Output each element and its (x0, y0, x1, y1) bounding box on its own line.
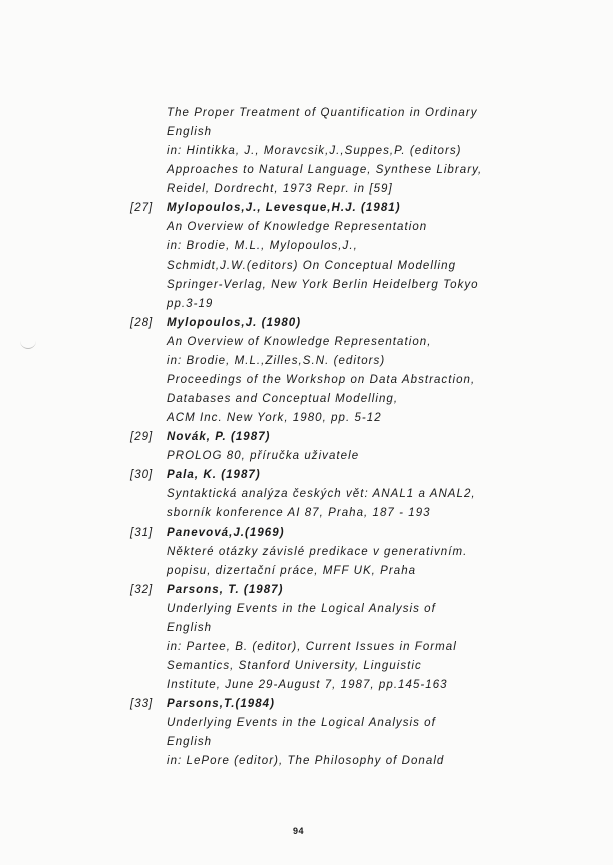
reference-text-line: English (167, 126, 213, 139)
reference-text-line: Springer-Verlag, New York Berlin Heidelberg Tokyo (167, 278, 479, 291)
reference-text-line: The Proper Treatment of Quantification in Ordinary (167, 107, 478, 119)
reference-number: [33] (130, 698, 154, 711)
reference-text-line: popisu, dizertační práce, MFF UK, Praha (167, 564, 417, 577)
reference-text-line: Institute, June 29-August 7, 1987, pp.145-163 (167, 679, 448, 692)
reference-text-line: Approaches to Natural Language, Synthese Library, (167, 164, 483, 177)
reference-number: [29] (130, 431, 154, 444)
reference-text-line: ACM Inc. New York, 1980, pp. 5-12 (167, 412, 382, 425)
reference-text-line: English (167, 736, 213, 749)
reference-text-line: Proceedings of the Workshop on Data Abstraction, (167, 373, 476, 386)
reference-number: [27] (130, 202, 154, 215)
reference-text-line: Underlying Events in the Logical Analysis of (167, 602, 436, 615)
reference-number: [31] (130, 526, 154, 539)
reference-text-line: Reidel, Dordrecht, 1973 Repr. in [59] (167, 183, 393, 196)
reference-text-line: An Overview of Knowledge Representation (167, 221, 428, 234)
reference-text-line: Syntaktická analýza českých vět: ANAL1 a ANAL2, (167, 488, 476, 501)
reference-author-line: Pala, K. (1987) (167, 469, 261, 482)
reference-author-line: Mylopoulos,J., Levesque,H.J. (1981) (167, 202, 401, 215)
reference-text-line: sborník konference AI 87, Praha, 187 - 193 (167, 507, 431, 520)
reference-text-line: Underlying Events in the Logical Analysis of (167, 717, 436, 730)
reference-author-line: Parsons, T. (1987) (167, 583, 284, 596)
reference-author-line: Panevová,J.(1969) (167, 526, 285, 539)
reference-text-line: Schmidt,J.W.(editors) On Conceptual Modelling (167, 259, 457, 272)
reference-author-line: Novák, P. (1987) (167, 431, 271, 444)
reference-text-line: Databases and Conceptual Modelling, (167, 393, 399, 406)
reference-text-line: Semantics, Stanford University, Linguistic (167, 660, 422, 673)
scan-mark (20, 336, 36, 349)
reference-text-line: in: Brodie, M.L.,Zilles,S.N. (editors) (167, 354, 386, 367)
reference-text-line: in: Hintikka, J., Moravcsik,J.,Suppes,P. (editors) (167, 145, 462, 158)
reference-text-line: English (167, 621, 213, 634)
reference-text-line: PROLOG 80, příručka uživatele (167, 450, 360, 463)
reference-number: [32] (130, 583, 154, 596)
reference-author-line: Parsons,T.(1984) (167, 698, 275, 711)
page-number: 94 (293, 826, 305, 836)
reference-number: [30] (130, 469, 154, 482)
reference-author-line: Mylopoulos,J. (1980) (167, 316, 302, 329)
reference-text-line: Některé otázky závislé predikace v generativním. (167, 545, 468, 558)
reference-text-line: in: Brodie, M.L., Mylopoulos,J., (167, 240, 358, 253)
reference-text-line: in: Partee, B. (editor), Current Issues in Formal (167, 640, 457, 653)
reference-text-line: pp.3-19 (167, 297, 214, 310)
reference-number: [28] (130, 316, 154, 329)
reference-text-line: in: LePore (editor), The Philosophy of Donald (167, 755, 445, 768)
reference-text-line: An Overview of Knowledge Representation, (167, 335, 432, 348)
